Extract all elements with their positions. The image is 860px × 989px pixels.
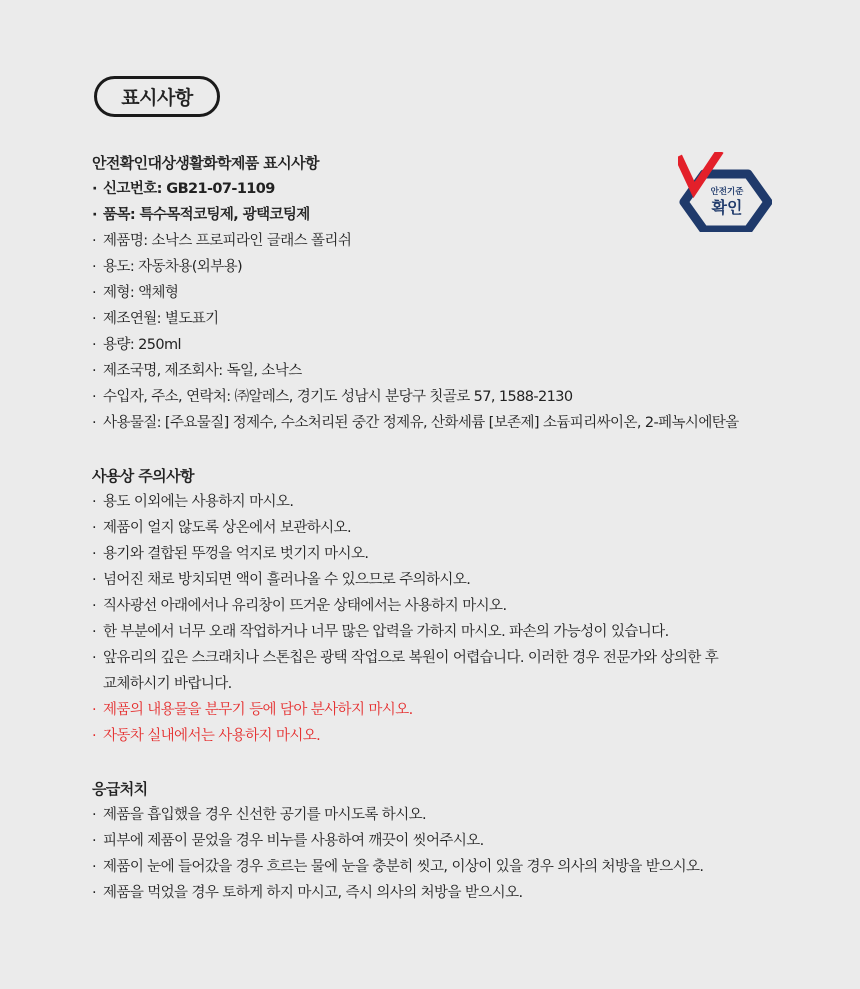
list-item: · 수입자, 주소, 연락처: ㈜알레스, 경기도 성남시 분당구 칫골로 57, 1588-2130 bbox=[92, 389, 573, 405]
page-title: 표시사항 bbox=[121, 87, 193, 109]
list-item: · 용도: 자동차용(외부용) bbox=[92, 259, 243, 275]
list-item: · 신고번호: GB21-07-1109 bbox=[92, 181, 275, 197]
list-item: · 용도 이외에는 사용하지 마시오. bbox=[92, 494, 294, 510]
list-item: · 한 부분에서 너무 오래 작업하거나 너무 많은 압력을 가하지 마시오. 파손의 가능성이 있습니다. bbox=[92, 624, 669, 640]
list-item: · 제품이 얼지 않도록 상온에서 보관하시오. bbox=[92, 520, 351, 536]
list-item: · 제조연월: 별도표기 bbox=[92, 311, 219, 327]
info-section bbox=[92, 150, 792, 436]
badge-big-text: 확인 bbox=[711, 198, 743, 217]
first-aid-heading: 응급처치 bbox=[92, 780, 148, 798]
title-pill bbox=[94, 76, 220, 117]
info-heading: 안전확인대상생활화학제품 표시사항 bbox=[92, 154, 319, 172]
list-item: · 용기와 결합된 뚜껑을 억지로 벗기지 마시오. bbox=[92, 546, 369, 562]
list-item: · 품목: 특수목적코팅제, 광택코팅제 bbox=[92, 207, 310, 223]
caution-section bbox=[92, 463, 792, 749]
caution-heading: 사용상 주의사항 bbox=[92, 467, 194, 485]
list-item: · 제조국명, 제조회사: 독일, 소낙스 bbox=[92, 363, 302, 379]
list-item: · 제품을 먹었을 경우 토하게 하지 마시고, 즉시 의사의 처방을 받으시오. bbox=[92, 885, 523, 901]
list-item: · 넘어진 채로 방치되면 액이 흘러나올 수 있으므로 주의하시오. bbox=[92, 572, 471, 588]
list-item: · 제형: 액체형 bbox=[92, 285, 179, 301]
warning-item: · 제품의 내용물을 분무기 등에 담아 분사하지 마시오. bbox=[92, 702, 413, 718]
list-item: · 제품을 흡입했을 경우 신선한 공기를 마시도록 하시오. bbox=[92, 807, 427, 823]
list-item: · 용량: 250ml bbox=[92, 337, 181, 353]
list-item: · 직사광선 아래에서나 유리창이 뜨거운 상태에서는 사용하지 마시오. bbox=[92, 598, 507, 614]
list-item: · 앞유리의 깊은 스크래치나 스톤칩은 광택 작업으로 복원이 어렵습니다. 이러한 경우 전문가와 상의한 후 bbox=[92, 650, 719, 666]
warning-item: · 자동차 실내에서는 사용하지 마시오. bbox=[92, 728, 321, 744]
list-item-continuation: 교체하시기 바랍니다. bbox=[103, 676, 232, 692]
list-item: · 제품명: 소낙스 프로피라인 글래스 폴리쉬 bbox=[92, 233, 352, 249]
first-aid-section bbox=[92, 776, 792, 906]
badge-small-text: 안전기준 bbox=[710, 187, 744, 197]
list-item: · 제품이 눈에 들어갔을 경우 흐르는 물에 눈을 충분히 씻고, 이상이 있을 경우 의사의 처방을 받으시오. bbox=[92, 859, 704, 875]
list-item: · 피부에 제품이 묻었을 경우 비누를 사용하여 깨끗이 씻어주시오. bbox=[92, 833, 484, 849]
list-item: · 사용물질: [주요물질] 정제수, 수소처리된 중간 정제유, 산화세륨 [보존제] 소듐피리싸이온, 2-페녹시에탄올 bbox=[92, 415, 739, 431]
